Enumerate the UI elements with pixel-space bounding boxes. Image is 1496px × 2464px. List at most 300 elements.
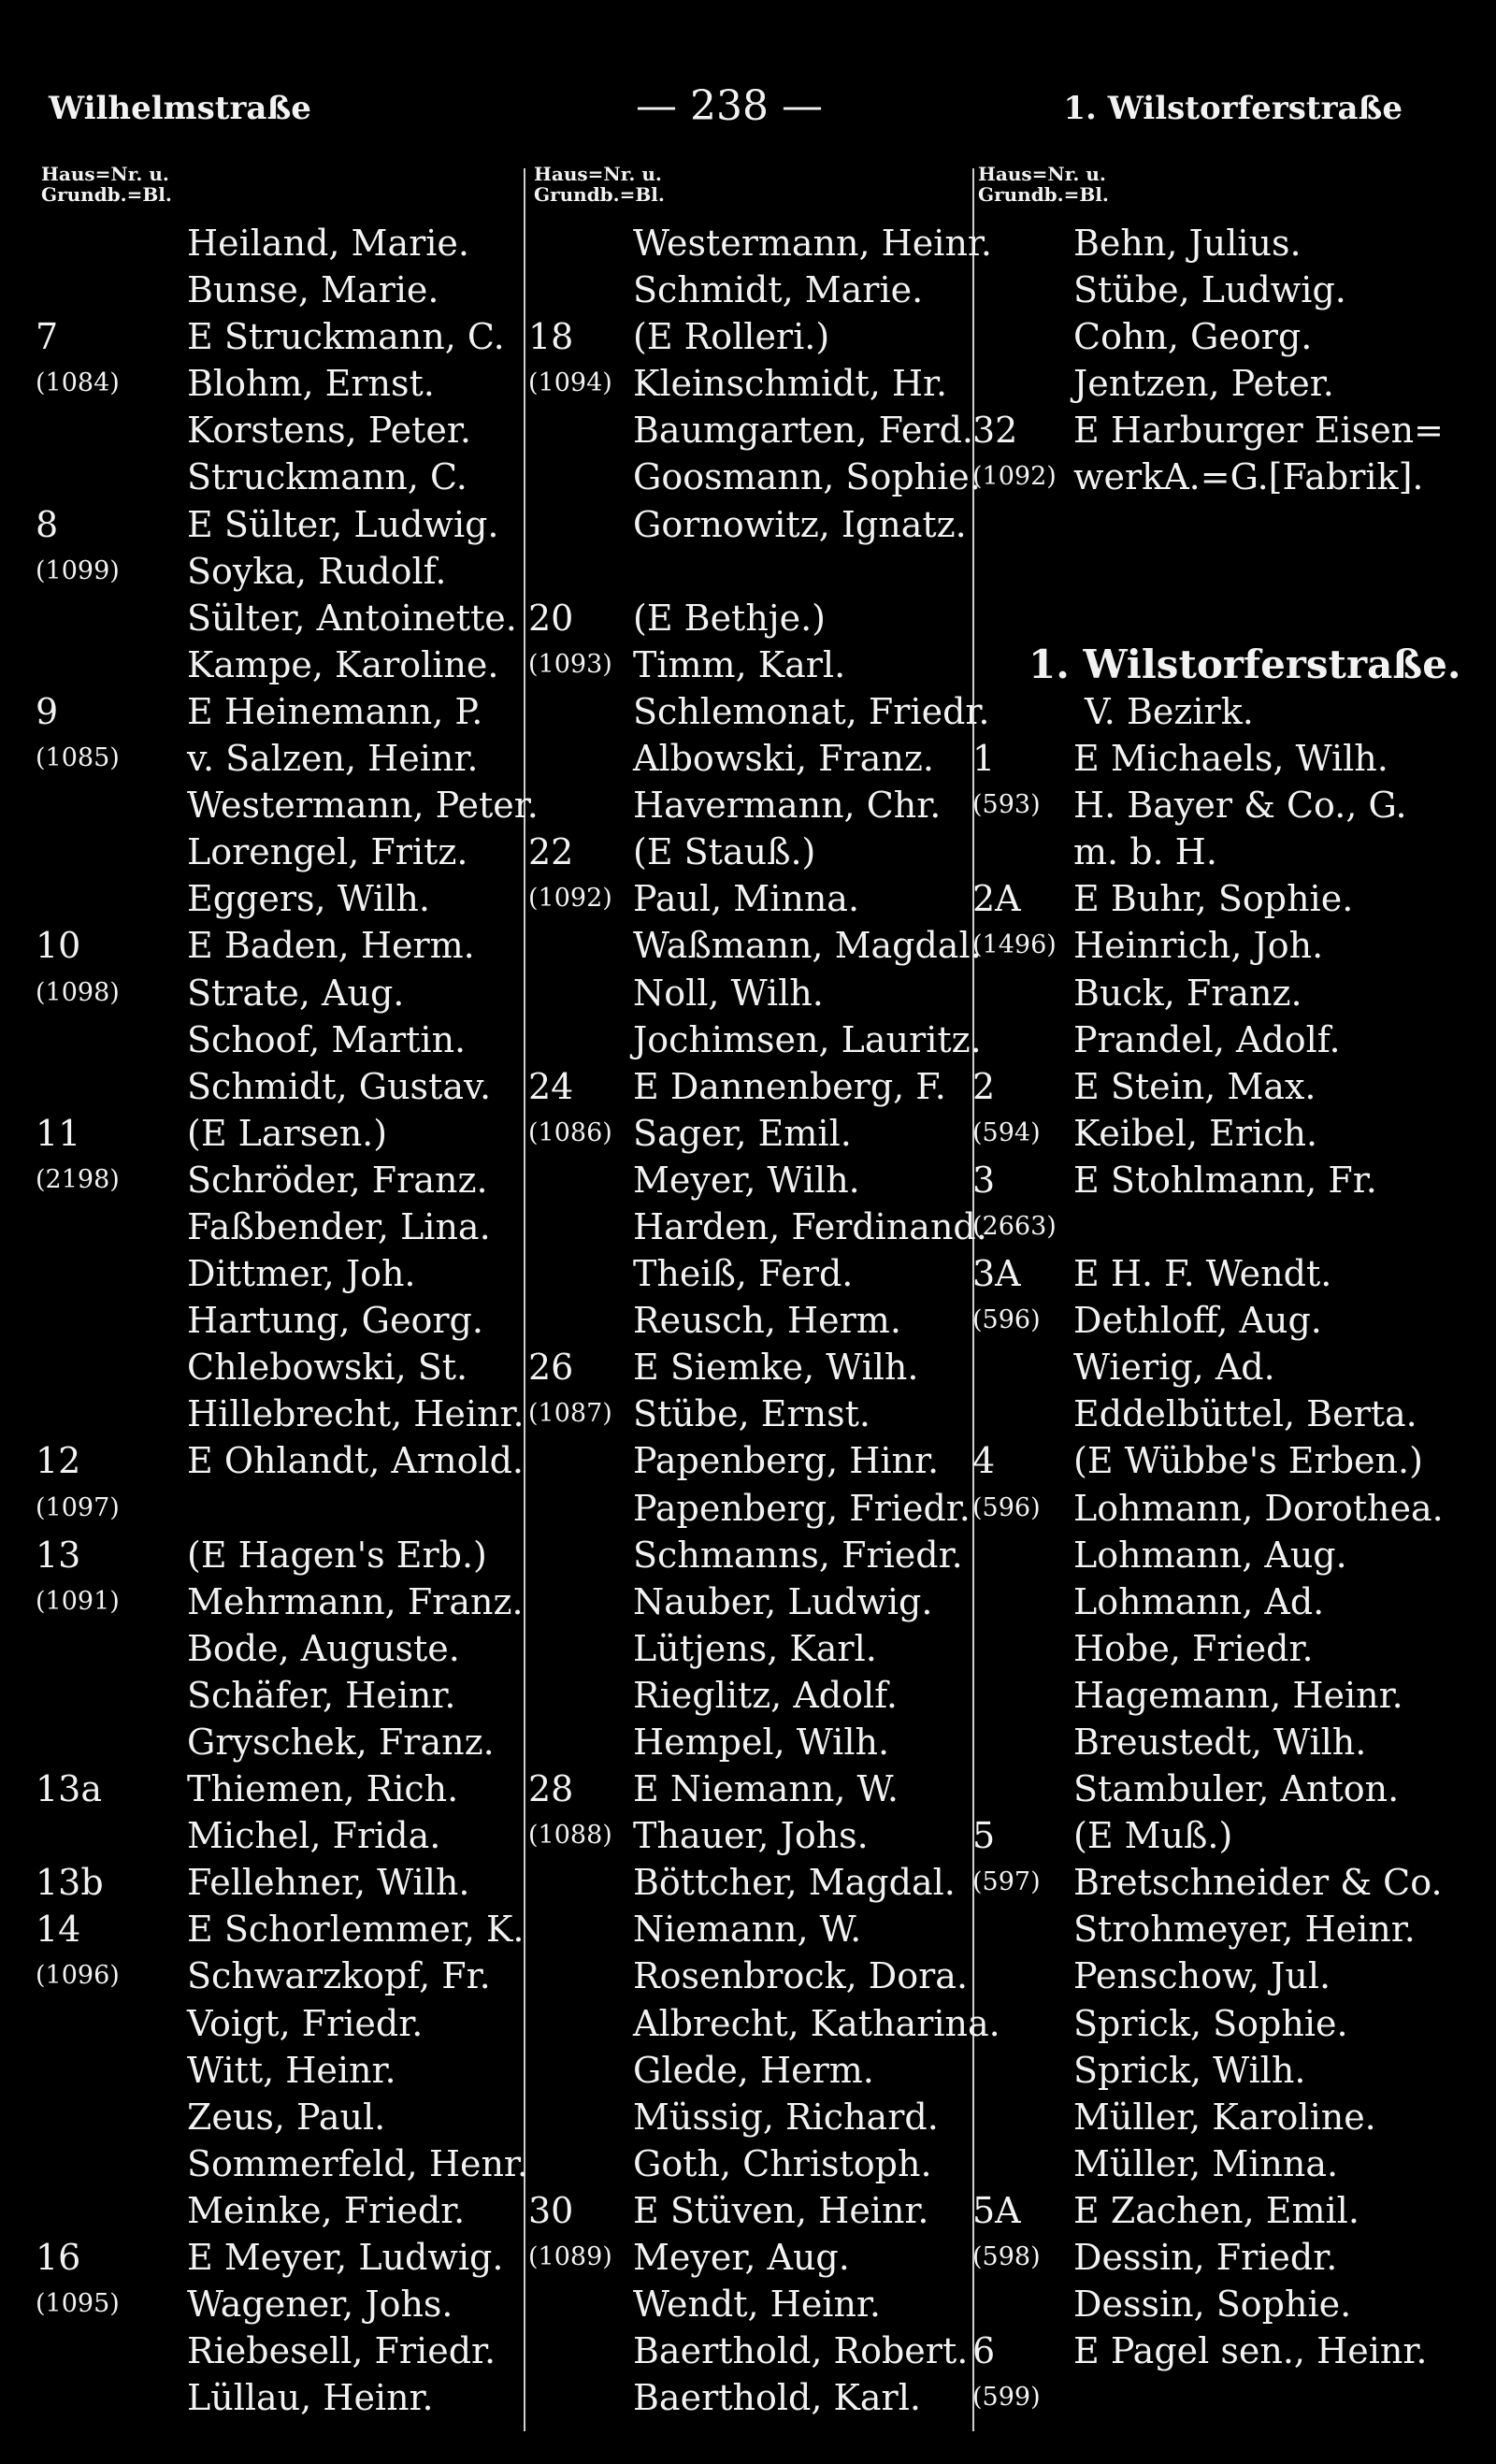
resident-name: Stübe, Ernst.	[633, 1393, 870, 1435]
column-header-line: Haus=Nr. u.	[534, 163, 662, 185]
resident-name: Keibel, Erich.	[1073, 1112, 1318, 1154]
directory-entry	[528, 688, 990, 735]
resident-name: Meinke, Friedr.	[187, 2189, 466, 2231]
resident-name: 1. Wilstorferstraße.	[1028, 641, 1461, 687]
directory-entry	[528, 1578, 977, 1625]
resident-name: Heiland, Marie.	[187, 223, 469, 264]
resident-name: Westermann, Heinr.	[633, 223, 992, 264]
resident-name: Michel, Frida.	[187, 1815, 441, 1857]
resident-name: (E Stauß.)	[633, 831, 816, 873]
resident-name: Bode, Auguste.	[187, 1627, 460, 1669]
resident-name: Strate, Aug.	[187, 972, 405, 1014]
resident-name: (E Muß.)	[1073, 1815, 1233, 1857]
directory-entry	[972, 501, 1468, 548]
directory-entry	[36, 2047, 522, 2094]
grundbuch-number: (1086)	[528, 1117, 612, 1147]
resident-name: Reusch, Herm.	[633, 1300, 901, 1342]
directory-entry	[36, 1016, 522, 1063]
grundbuch-number: (1496)	[972, 930, 1057, 960]
resident-name: Westermann, Peter.	[187, 785, 539, 827]
directory-entry	[972, 875, 1468, 922]
resident-name: Müssig, Richard.	[633, 2096, 939, 2138]
resident-name: Bretschneider & Co.	[1073, 1862, 1443, 1904]
house-number: 3A	[972, 1253, 1021, 1295]
directory-entry	[528, 829, 977, 875]
column-1	[36, 163, 539, 2445]
resident-name: Meyer, Aug.	[633, 2237, 850, 2279]
resident-name: Bunse, Marie.	[187, 269, 439, 311]
resident-name: Meyer, Wilh.	[633, 1159, 860, 1201]
directory-entry	[528, 2047, 977, 2094]
directory-entry	[528, 641, 977, 688]
directory-entry	[528, 1437, 977, 1484]
resident-name: Sprick, Sophie.	[1073, 2002, 1348, 2044]
directory-entry	[36, 501, 522, 548]
resident-name: Schröder, Franz.	[187, 1159, 488, 1201]
directory-entry	[36, 313, 522, 360]
resident-name: (E Hagen's Erb.)	[187, 1534, 487, 1576]
resident-name: Lorengel, Fritz.	[187, 831, 468, 873]
directory-entry	[36, 1672, 522, 1719]
house-number: 2A	[972, 878, 1021, 920]
resident-name: Wierig, Ad.	[1073, 1347, 1275, 1389]
resident-name: E Siemke, Wilh.	[633, 1347, 919, 1389]
resident-name: Lütjens, Karl.	[633, 1627, 877, 1669]
directory-entry	[972, 1625, 1468, 1672]
resident-name: E Niemann, W.	[633, 1768, 899, 1810]
directory-entry	[972, 1485, 1468, 1532]
directory-entry	[528, 1391, 977, 1437]
directory-entry	[972, 313, 1468, 360]
resident-name: Dessin, Sophie.	[1073, 2284, 1352, 2326]
directory-entry	[36, 1297, 522, 1344]
directory-entry	[36, 220, 522, 267]
resident-name: Faßbender, Lina.	[187, 1205, 491, 1247]
directory-entry	[972, 1812, 1468, 1859]
resident-name: Lohmann, Ad.	[1073, 1580, 1325, 1622]
resident-name: Sommerfeld, Henr.	[187, 2142, 528, 2184]
directory-entry	[36, 2234, 522, 2281]
resident-name: Waßmann, Magdal.	[633, 925, 982, 967]
directory-entry	[36, 829, 522, 875]
grundbuch-number: (1092)	[972, 462, 1057, 492]
directory-entry	[972, 1110, 1468, 1157]
resident-name: Soyka, Rudolf.	[187, 550, 447, 592]
resident-name: Jentzen, Peter.	[1073, 363, 1334, 405]
directory-entry	[36, 1110, 522, 1157]
directory-entry	[972, 2094, 1468, 2140]
resident-name: Eddelbüttel, Berta.	[1073, 1393, 1417, 1435]
directory-entry	[36, 360, 522, 407]
directory-entry	[36, 1906, 525, 1952]
directory-entry	[972, 2047, 1468, 2094]
directory-entry	[528, 1110, 977, 1157]
house-number: 1	[972, 738, 996, 780]
grundbuch-number: (1097)	[36, 1492, 120, 1522]
directory-entry	[36, 454, 522, 500]
resident-name: Havermann, Chr.	[633, 785, 942, 827]
directory-entry	[528, 360, 977, 407]
resident-name: Glede, Herm.	[633, 2049, 874, 2091]
directory-entry	[528, 407, 977, 454]
resident-name: Struckmann, C.	[187, 456, 468, 498]
directory-entry	[528, 1250, 977, 1297]
directory-entry	[36, 548, 522, 595]
grundbuch-number: (1084)	[36, 368, 120, 398]
resident-name: E Baden, Herm.	[187, 925, 475, 967]
house-number: 5A	[972, 2189, 1021, 2231]
directory-entry	[528, 1157, 977, 1203]
column-3	[972, 164, 1468, 2445]
directory-entry	[528, 2094, 977, 2140]
resident-name: Albrecht, Katharina.	[633, 2002, 1000, 2044]
directory-entry	[972, 1672, 1468, 1719]
house-number: 28	[528, 1768, 574, 1810]
directory-entry	[972, 1063, 1468, 1110]
house-number: 20	[528, 597, 574, 639]
grundbuch-number: (596)	[972, 1305, 1041, 1335]
resident-name: Mehrmann, Franz.	[187, 1580, 524, 1622]
directory-entry	[528, 548, 977, 595]
resident-name: Goth, Christoph.	[633, 2142, 932, 2184]
page-number: — 238 —	[636, 82, 823, 130]
resident-name: (E Wübbe's Erben.)	[1073, 1440, 1423, 1482]
directory-entry	[36, 1765, 522, 1812]
resident-name: Gornowitz, Ignatz.	[633, 503, 967, 545]
directory-entry	[972, 407, 1468, 454]
resident-name: Zeus, Paul.	[187, 2096, 386, 2138]
column-header-line: Haus=Nr. u.	[41, 163, 169, 185]
house-number: 7	[36, 316, 59, 358]
directory-entry	[36, 782, 539, 829]
resident-name: E Pagel sen., Heinr.	[1073, 2330, 1428, 2372]
resident-name: Schmanns, Friedr.	[633, 1534, 963, 1576]
house-number: 24	[528, 1065, 574, 1107]
resident-name: Papenberg, Hinr.	[633, 1440, 940, 1482]
directory-entry	[972, 267, 1468, 313]
resident-name: Heinrich, Joh.	[1073, 925, 1324, 967]
grundbuch-number: (1091)	[36, 1586, 120, 1616]
directory-entry	[36, 1391, 525, 1437]
resident-name: Wendt, Heinr.	[633, 2284, 881, 2326]
directory-entry	[972, 454, 1468, 500]
directory-entry	[528, 1203, 987, 1250]
grundbuch-number: (597)	[972, 1867, 1041, 1897]
resident-name: Gryschek, Franz.	[187, 1722, 495, 1763]
directory-entry	[972, 1532, 1468, 1578]
street-heading	[972, 641, 1468, 688]
directory-entry	[972, 1297, 1468, 1344]
grundbuch-number: (1085)	[36, 743, 120, 773]
directory-entry	[972, 1765, 1468, 1812]
directory-entry	[972, 1578, 1468, 1625]
grundbuch-number: (1093)	[528, 649, 612, 679]
resident-name: m. b. H.	[1073, 831, 1217, 873]
grundbuch-number: (1096)	[36, 1961, 120, 1991]
resident-name: H. Bayer & Co., G.	[1073, 785, 1407, 827]
column-header-line: Grundb.=Bl.	[41, 183, 172, 206]
directory-entry	[528, 1344, 977, 1391]
grundbuch-number: (2198)	[36, 1164, 120, 1194]
directory-entry	[972, 1016, 1468, 1063]
resident-name: Dessin, Friedr.	[1073, 2237, 1338, 2279]
resident-name: Theiß, Ferd.	[633, 1253, 854, 1295]
house-number: 22	[528, 831, 574, 873]
grundbuch-number: (1094)	[528, 368, 612, 398]
grundbuch-number: (2663)	[972, 1211, 1057, 1241]
resident-name: Eggers, Wilh.	[187, 878, 430, 920]
house-number: 5	[972, 1815, 996, 1857]
directory-entry	[972, 1437, 1468, 1484]
resident-name: E Ohlandt, Arnold.	[187, 1440, 524, 1482]
grundbuch-number: (1098)	[36, 977, 120, 1007]
directory-entry	[528, 2000, 1000, 2047]
resident-name: Kampe, Karoline.	[187, 643, 499, 685]
directory-entry	[972, 2140, 1468, 2187]
directory-entry	[36, 1437, 522, 1484]
resident-name: Böttcher, Magdal.	[633, 1862, 956, 1904]
directory-entry	[528, 1672, 977, 1719]
directory-entry	[972, 360, 1468, 407]
directory-entry	[36, 1063, 522, 1110]
resident-name: Timm, Karl.	[633, 643, 846, 685]
resident-name: Albowski, Franz.	[633, 738, 934, 780]
directory-entry	[528, 1016, 982, 1063]
resident-name: Witt, Heinr.	[187, 2049, 396, 2091]
resident-name: Thauer, Johs.	[633, 1815, 869, 1857]
resident-name: Penschow, Jul.	[1073, 1955, 1331, 1997]
house-number: 18	[528, 316, 574, 358]
directory-entry	[36, 1859, 522, 1906]
house-number: 13b	[36, 1862, 104, 1904]
directory-entry	[36, 2281, 522, 2327]
directory-entry	[972, 2281, 1468, 2327]
resident-name: E Stüven, Heinr.	[633, 2189, 929, 2231]
resident-name: Noll, Wilh.	[633, 972, 824, 1014]
directory-entry	[36, 1344, 522, 1391]
house-number: 4	[972, 1440, 996, 1482]
house-number: 14	[36, 1909, 81, 1951]
directory-entry	[36, 1578, 522, 1625]
column-header	[534, 164, 977, 212]
directory-entry	[36, 922, 522, 969]
resident-name: Cohn, Georg.	[1073, 316, 1313, 358]
resident-name: Lüllau, Heinr.	[187, 2377, 434, 2419]
directory-entry	[36, 1485, 522, 1532]
district-label	[972, 688, 1468, 735]
directory-entry	[528, 267, 977, 313]
directory-entry	[36, 2327, 522, 2374]
resident-name: Fellehner, Wilh.	[187, 1862, 470, 1904]
resident-name: Schlemonat, Friedr.	[633, 690, 990, 732]
directory-entry	[528, 1812, 977, 1859]
directory-entry	[36, 267, 522, 313]
resident-name: v. Salzen, Heinr.	[187, 738, 479, 780]
directory-entry	[528, 875, 977, 922]
resident-name: E Michaels, Wilh.	[1073, 738, 1388, 780]
directory-entry	[528, 2140, 977, 2187]
house-number: 3	[972, 1159, 996, 1201]
house-number: 32	[972, 410, 1018, 452]
directory-entry	[528, 1952, 977, 1999]
directory-entry	[528, 1063, 977, 1110]
house-number: 11	[36, 1112, 81, 1154]
directory-entry	[36, 1952, 522, 1999]
resident-name: E Sülter, Ludwig.	[187, 503, 499, 545]
directory-entry	[36, 2000, 522, 2047]
directory-entry	[528, 501, 977, 548]
directory-entry	[36, 641, 522, 688]
directory-entry	[972, 2234, 1468, 2281]
grundbuch-number: (593)	[972, 790, 1041, 820]
directory-entry	[36, 1812, 522, 1859]
resident-name: Schmidt, Marie.	[633, 269, 924, 311]
resident-name: E Dannenberg, F.	[633, 1065, 946, 1107]
resident-name: Schoof, Martin.	[187, 1018, 467, 1060]
resident-name: E Struckmann, C.	[187, 316, 505, 358]
directory-entry	[528, 595, 977, 641]
house-number: 12	[36, 1440, 81, 1482]
resident-name: Voigt, Friedr.	[187, 2002, 424, 2044]
column-header-line: Grundb.=Bl.	[534, 183, 665, 206]
column-header-line: Haus=Nr. u.	[978, 163, 1106, 185]
directory-entry	[972, 1250, 1468, 1297]
house-number: 2	[972, 1065, 996, 1107]
resident-name: (E Rolleri.)	[633, 316, 830, 358]
directory-entry	[36, 2140, 528, 2187]
resident-name: Hobe, Friedr.	[1073, 1627, 1314, 1669]
resident-name: Hillebrecht, Heinr.	[187, 1393, 525, 1435]
directory-entry	[36, 970, 522, 1016]
resident-name: Thiemen, Rich.	[187, 1768, 459, 1810]
resident-name: Wagener, Johs.	[187, 2284, 453, 2326]
house-number: 8	[36, 503, 59, 545]
resident-name: Baerthold, Robert.	[633, 2330, 969, 2372]
resident-name: Sülter, Antoinette.	[187, 597, 517, 639]
directory-entry	[528, 1625, 977, 1672]
directory-entry	[36, 1203, 522, 1250]
resident-name: Niemann, W.	[633, 1909, 862, 1951]
column-header	[41, 164, 522, 212]
resident-name: Baumgarten, Ferd.	[633, 410, 973, 452]
resident-name: Blohm, Ernst.	[187, 363, 435, 405]
directory-entry	[528, 454, 981, 500]
directory-entry	[972, 782, 1468, 829]
resident-name: werkA.=G.[Fabrik].	[1073, 456, 1424, 498]
house-number: 10	[36, 925, 81, 967]
directory-entry	[528, 313, 977, 360]
grundbuch-number: (1099)	[36, 555, 120, 585]
resident-name: Dittmer, Joh.	[187, 1253, 416, 1295]
column-divider	[524, 168, 525, 2431]
house-number: 30	[528, 2189, 574, 2231]
directory-entry	[528, 782, 977, 829]
directory-entry	[36, 2374, 522, 2421]
directory-entry	[528, 1719, 977, 1765]
resident-name: Nauber, Ludwig.	[633, 1580, 933, 1622]
grundbuch-number: (1092)	[528, 884, 612, 914]
resident-name: Schmidt, Gustav.	[187, 1065, 492, 1107]
directory-entry	[528, 735, 977, 782]
directory-entry	[972, 1203, 1468, 1250]
resident-name: Hartung, Georg.	[187, 1300, 483, 1342]
directory-entry	[36, 688, 522, 735]
directory-entry	[36, 2187, 522, 2234]
resident-name: E H. F. Wendt.	[1073, 1253, 1332, 1295]
resident-name: Harden, Ferdinand.	[633, 1205, 987, 1247]
directory-entry	[528, 1532, 977, 1578]
resident-name: Stambuler, Anton.	[1073, 1768, 1400, 1810]
directory-entry	[528, 2281, 977, 2327]
directory-entry	[972, 1391, 1468, 1437]
resident-name: Strohmeyer, Heinr.	[1073, 1909, 1416, 1951]
resident-name: E Schorlemmer, K.	[187, 1909, 525, 1951]
grundbuch-number: (599)	[972, 2383, 1041, 2413]
resident-name: Sprick, Wilh.	[1073, 2049, 1306, 2091]
resident-name: E Heinemann, P.	[187, 690, 483, 732]
grundbuch-number: (598)	[972, 2242, 1041, 2272]
resident-name: Rosenbrock, Dora.	[633, 1955, 969, 1997]
page-header	[0, 82, 1496, 138]
grundbuch-number: (1087)	[528, 1399, 612, 1429]
grundbuch-number: (594)	[972, 1117, 1041, 1147]
resident-name: Stübe, Ludwig.	[1073, 269, 1346, 311]
resident-name: Chlebowski, St.	[187, 1347, 468, 1389]
grundbuch-number: (1095)	[36, 2289, 120, 2319]
directory-entry	[972, 735, 1468, 782]
house-number: 9	[36, 690, 59, 732]
house-number: 13	[36, 1534, 81, 1576]
header-left-street: Wilhelmstraße	[49, 90, 311, 127]
directory-entry	[528, 1297, 977, 1344]
directory-entry	[528, 1906, 977, 1952]
resident-name: Breustedt, Wilh.	[1073, 1722, 1367, 1763]
directory-entry	[36, 1157, 522, 1203]
resident-name: Müller, Minna.	[1073, 2142, 1339, 2184]
directory-entry	[972, 2327, 1468, 2374]
resident-name: Hagemann, Heinr.	[1073, 1674, 1403, 1716]
directory-entry	[36, 407, 522, 454]
resident-name: Korstens, Peter.	[187, 410, 471, 452]
directory-entry	[972, 1719, 1468, 1765]
directory-entry	[528, 922, 982, 969]
resident-name: Schwarzkopf, Fr.	[187, 1955, 491, 1997]
house-number: 6	[972, 2330, 996, 2372]
directory-entry	[528, 2374, 977, 2421]
resident-name: Baerthold, Karl.	[633, 2377, 921, 2419]
resident-name: Jochimsen, Lauritz.	[633, 1018, 982, 1060]
directory-entry	[972, 2374, 1468, 2421]
directory-entry	[972, 2187, 1468, 2234]
header-right-street: 1. Wilstorferstraße	[1063, 90, 1402, 127]
resident-name: Prandel, Adolf.	[1073, 1018, 1341, 1060]
directory-entry	[972, 970, 1468, 1016]
directory-entry	[528, 220, 992, 267]
resident-name: Riebesell, Friedr.	[187, 2330, 496, 2372]
house-number: 13a	[36, 1768, 103, 1810]
resident-name: (E Bethje.)	[633, 597, 826, 639]
resident-name: V. Bezirk.	[1085, 690, 1254, 732]
directory-entry	[36, 1532, 522, 1578]
directory-entry	[36, 595, 522, 641]
resident-name: Dethloff, Aug.	[1073, 1300, 1322, 1342]
directory-entry	[972, 1344, 1468, 1391]
resident-name: E Buhr, Sophie.	[1073, 878, 1354, 920]
directory-entry	[972, 1859, 1468, 1906]
resident-name: E Stein, Max.	[1073, 1065, 1316, 1107]
directory-entry	[972, 1906, 1468, 1952]
resident-name: Kleinschmidt, Hr.	[633, 363, 948, 405]
